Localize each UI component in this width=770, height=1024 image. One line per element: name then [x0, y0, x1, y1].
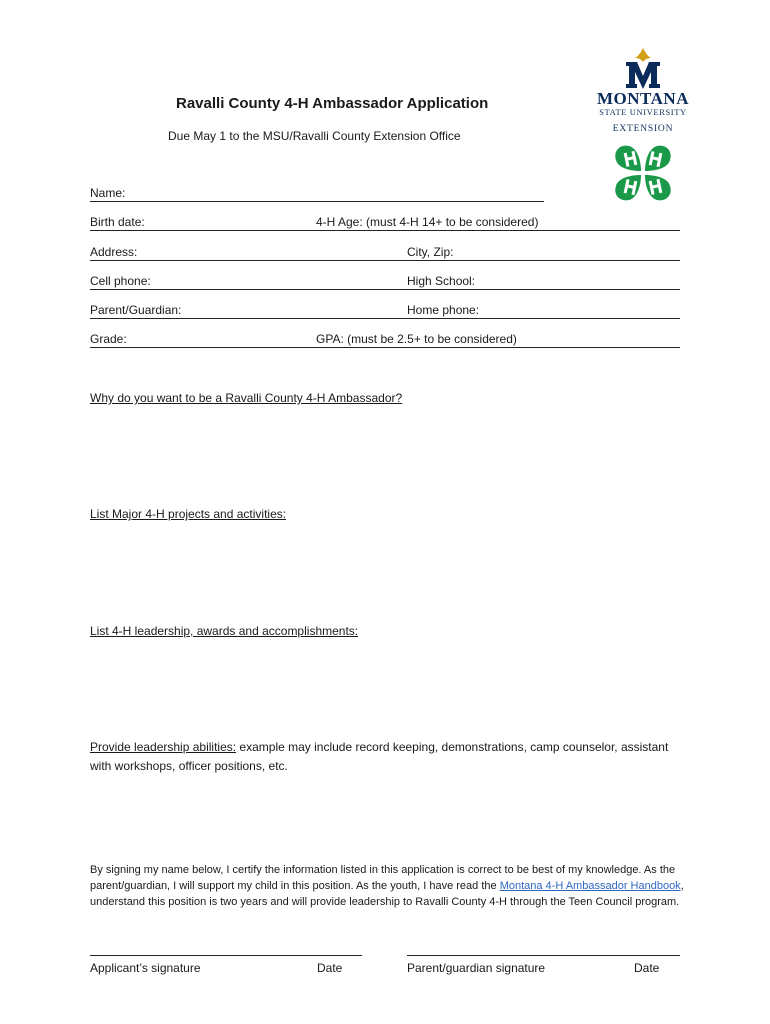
applicant-date-label: Date [317, 961, 343, 975]
certification-text-part2: , understand this position is two years and will provide leadership to Ravalli County 4-H through the Teen Council program. [90, 880, 684, 908]
page-subtitle: Due May 1 to the MSU/Ravalli County Extension Office [168, 129, 461, 143]
abilities-body: example may include record keeping, demonstrations, camp counselor, assistant with workshops, officer positions, etc. [90, 740, 669, 773]
why-question: Why do you want to be a Ravalli County 4-H Ambassador? [90, 391, 403, 405]
logo-state-university-text: STATE UNIVERSITY [599, 107, 687, 117]
parent-signature-line[interactable] [407, 955, 680, 956]
grade-field[interactable]: Grade: [90, 332, 316, 348]
msu-m-icon [618, 46, 668, 90]
logo-montana-text: MONTANA [597, 89, 689, 108]
age-field[interactable]: 4-H Age: (must 4-H 14+ to be considered) [316, 215, 680, 231]
certification-text [90, 862, 684, 910]
certification-text-part1: By signing my name below, I certify the information listed in this application is correct to be best of my knowledge. As the parent/guardian, I will support my child in this position. As the youth, I have read the [90, 864, 676, 892]
ambassador-handbook-link[interactable]: Montana 4-H Ambassador Handbook [499, 880, 681, 892]
home-phone-field[interactable]: Home phone: [407, 303, 680, 319]
page-title: Ravalli County 4-H Ambassador Application [176, 95, 489, 112]
birth-date-field[interactable]: Birth date: [90, 215, 316, 231]
projects-question: List Major 4-H projects and activities: [90, 507, 287, 521]
city-zip-field[interactable]: City, Zip: [407, 245, 680, 261]
parent-guardian-field[interactable]: Parent/Guardian: [90, 303, 407, 319]
leadership-question: List 4-H leadership, awards and accomplishments: [90, 624, 359, 638]
high-school-field[interactable]: High School: [407, 274, 680, 290]
name-field[interactable]: Name: [90, 186, 544, 202]
logo-extension-text: EXTENSION [612, 124, 674, 134]
abilities-question [90, 738, 680, 776]
abilities-heading: Provide leadership abilities: [90, 740, 237, 754]
gpa-field[interactable]: GPA: (must be 2.5+ to be considered) [316, 332, 680, 348]
msu-extension-logo [588, 46, 698, 206]
applicant-signature-label: Applicant’s signature [90, 961, 201, 975]
parent-signature-label: Parent/guardian signature [407, 961, 546, 975]
parent-date-label: Date [634, 961, 660, 975]
applicant-signature-line[interactable] [90, 955, 362, 956]
cell-phone-field[interactable]: Cell phone: [90, 274, 407, 290]
address-field[interactable]: Address: [90, 245, 407, 261]
four-h-clover-icon [610, 140, 676, 206]
